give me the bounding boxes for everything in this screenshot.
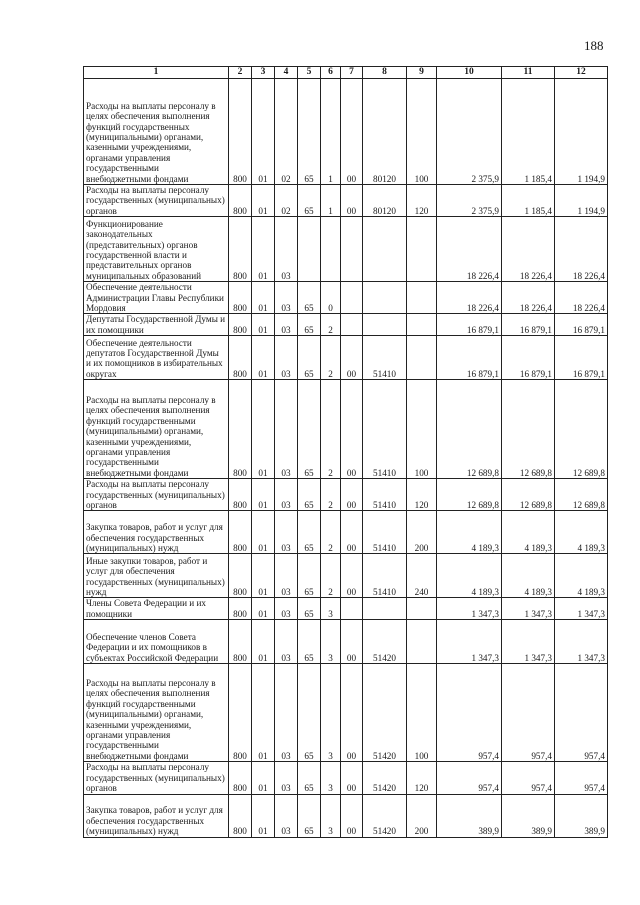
code-cell: 65 [298,479,321,511]
table-row [84,217,608,282]
code-cell [341,282,363,314]
code-cell: 240 [407,554,437,598]
code-cell: 120 [407,479,437,511]
code-cell: 00 [341,554,363,598]
amount-cell: 1 185,4 [502,79,555,185]
code-cell: 200 [407,794,437,837]
budget-table [83,66,608,838]
code-cell: 2 [321,479,341,511]
amount-cell: 1 194,9 [555,185,608,217]
code-cell: 800 [229,664,252,762]
code-cell: 3 [321,598,341,620]
code-cell: 03 [275,664,298,762]
amount-cell: 1 185,4 [502,185,555,217]
code-cell: 01 [252,282,275,314]
code-cell [363,598,407,620]
code-cell: 03 [275,794,298,837]
amount-cell: 4 189,3 [555,554,608,598]
amount-cell: 1 347,3 [555,598,608,620]
code-cell: 03 [275,479,298,511]
code-cell: 800 [229,380,252,479]
amount-cell: 957,4 [437,762,502,794]
code-cell: 100 [407,79,437,185]
code-cell: 120 [407,185,437,217]
code-cell: 01 [252,185,275,217]
amount-cell: 4 189,3 [555,511,608,554]
code-cell: 65 [298,314,321,336]
amount-cell: 1 194,9 [555,79,608,185]
column-number-header: 6 [321,67,341,79]
code-cell [407,314,437,336]
code-cell: 01 [252,314,275,336]
code-cell: 800 [229,479,252,511]
amount-cell: 4 189,3 [502,554,555,598]
code-cell: 51420 [363,664,407,762]
code-cell: 51410 [363,336,407,380]
amount-cell: 2 375,9 [437,185,502,217]
column-number-header: 4 [275,67,298,79]
amount-cell: 4 189,3 [437,511,502,554]
code-cell: 65 [298,794,321,837]
expense-name-cell: Иные закупки товаров, работ и услуг для обеспечения государственных (муниципальных) нужд [84,554,229,598]
code-cell: 800 [229,598,252,620]
table-row [84,314,608,336]
amount-cell: 12 689,8 [555,479,608,511]
code-cell: 00 [341,762,363,794]
code-cell: 03 [275,336,298,380]
amount-cell: 1 347,3 [437,598,502,620]
amount-cell: 2 375,9 [437,79,502,185]
code-cell: 65 [298,336,321,380]
table-row [84,511,608,554]
code-cell: 00 [341,511,363,554]
code-cell: 03 [275,380,298,479]
amount-cell: 389,9 [555,794,608,837]
column-number-header: 11 [502,67,555,79]
code-cell: 02 [275,185,298,217]
amount-cell: 12 689,8 [437,479,502,511]
code-cell [321,217,341,282]
code-cell: 800 [229,336,252,380]
code-cell: 00 [341,380,363,479]
amount-cell: 12 689,8 [502,380,555,479]
amount-cell: 18 226,4 [555,282,608,314]
code-cell: 01 [252,380,275,479]
amount-cell: 957,4 [555,664,608,762]
code-cell: 03 [275,282,298,314]
table-row [84,794,608,837]
table-row [84,762,608,794]
expense-name-cell: Члены Совета Федерации и их помощники [84,598,229,620]
amount-cell: 16 879,1 [555,336,608,380]
code-cell: 01 [252,479,275,511]
amount-cell: 389,9 [502,794,555,837]
code-cell: 01 [252,664,275,762]
code-cell: 03 [275,217,298,282]
code-cell: 80120 [363,185,407,217]
table-row [84,380,608,479]
amount-cell: 1 347,3 [437,620,502,664]
amount-cell: 957,4 [502,664,555,762]
code-cell: 03 [275,314,298,336]
expense-name-cell: Функционирование законодательных (представительных) органов государственной власти и представительных органов муниципальных образований [84,217,229,282]
amount-cell: 957,4 [437,664,502,762]
code-cell: 51410 [363,479,407,511]
code-cell: 800 [229,794,252,837]
expense-name-cell: Расходы на выплаты персоналу государственных (муниципальных) органов [84,185,229,217]
code-cell: 100 [407,664,437,762]
code-cell: 65 [298,554,321,598]
code-cell: 00 [341,79,363,185]
expense-name-cell: Закупка товаров, работ и услуг для обеспечения государственных (муниципальных) нужд [84,511,229,554]
code-cell: 51420 [363,794,407,837]
column-number-header: 5 [298,67,321,79]
code-cell [363,217,407,282]
code-cell: 2 [321,554,341,598]
code-cell: 00 [341,479,363,511]
code-cell: 800 [229,217,252,282]
code-cell [407,336,437,380]
column-number-header: 1 [84,67,229,79]
code-cell: 01 [252,794,275,837]
amount-cell: 16 879,1 [437,314,502,336]
column-number-header: 3 [252,67,275,79]
code-cell: 00 [341,664,363,762]
code-cell: 80120 [363,79,407,185]
amount-cell: 12 689,8 [437,380,502,479]
code-cell: 65 [298,282,321,314]
code-cell [298,217,321,282]
code-cell: 2 [321,336,341,380]
code-cell: 00 [341,620,363,664]
code-cell: 01 [252,554,275,598]
code-cell: 2 [321,314,341,336]
code-cell: 800 [229,511,252,554]
code-cell: 03 [275,554,298,598]
amount-cell: 12 689,8 [502,479,555,511]
amount-cell: 16 879,1 [502,336,555,380]
code-cell: 3 [321,762,341,794]
code-cell [407,598,437,620]
column-number-header: 10 [437,67,502,79]
code-cell [341,598,363,620]
code-cell: 01 [252,79,275,185]
amount-cell: 18 226,4 [502,217,555,282]
amount-cell: 16 879,1 [555,314,608,336]
code-cell: 3 [321,664,341,762]
code-cell: 00 [341,794,363,837]
amount-cell: 18 226,4 [555,217,608,282]
code-cell: 65 [298,511,321,554]
expense-name-cell: Депутаты Государственной Думы и их помощники [84,314,229,336]
code-cell: 01 [252,336,275,380]
code-cell [341,314,363,336]
code-cell [363,314,407,336]
code-cell [407,282,437,314]
table-row [84,336,608,380]
code-cell [341,217,363,282]
code-cell: 01 [252,598,275,620]
code-cell: 800 [229,314,252,336]
table-row [84,479,608,511]
code-cell: 51410 [363,554,407,598]
code-cell: 03 [275,762,298,794]
amount-cell: 389,9 [437,794,502,837]
code-cell: 800 [229,620,252,664]
code-cell: 65 [298,664,321,762]
code-cell: 2 [321,511,341,554]
code-cell: 51410 [363,380,407,479]
amount-cell: 12 689,8 [555,380,608,479]
code-cell: 00 [341,336,363,380]
code-cell: 51420 [363,620,407,664]
table-row [84,79,608,185]
expense-name-cell: Расходы на выплаты персоналу в целях обеспечения выполнения функций государственных (муниципальными) органами, казенными учреждениями, органами управления государственными внебюджетными фондами [84,79,229,185]
table-row [84,598,608,620]
code-cell: 03 [275,620,298,664]
expense-name-cell: Обеспечение деятельности депутатов Государственной Думы и их помощников в избирательных округах [84,336,229,380]
code-cell: 01 [252,511,275,554]
code-cell: 800 [229,79,252,185]
column-number-header: 8 [363,67,407,79]
code-cell: 100 [407,380,437,479]
code-cell: 01 [252,217,275,282]
code-cell: 51410 [363,511,407,554]
code-cell: 00 [341,185,363,217]
amount-cell: 18 226,4 [437,217,502,282]
column-number-header: 2 [229,67,252,79]
code-cell: 65 [298,185,321,217]
code-cell: 65 [298,598,321,620]
amount-cell: 1 347,3 [555,620,608,664]
amount-cell: 16 879,1 [502,314,555,336]
code-cell: 03 [275,598,298,620]
table-row [84,664,608,762]
code-cell: 120 [407,762,437,794]
amount-cell: 4 189,3 [437,554,502,598]
code-cell: 3 [321,794,341,837]
amount-cell: 16 879,1 [437,336,502,380]
code-cell: 800 [229,282,252,314]
amount-cell: 18 226,4 [502,282,555,314]
code-cell [407,217,437,282]
code-cell [407,620,437,664]
code-cell: 3 [321,620,341,664]
code-cell: 65 [298,620,321,664]
amount-cell: 18 226,4 [437,282,502,314]
expense-name-cell: Расходы на выплаты персоналу государственных (муниципальных) органов [84,479,229,511]
table-row [84,282,608,314]
amount-cell: 4 189,3 [502,511,555,554]
code-cell: 800 [229,554,252,598]
page-number: 188 [584,38,604,53]
column-number-row [84,67,608,79]
table-row [84,185,608,217]
code-cell: 65 [298,79,321,185]
code-cell: 01 [252,762,275,794]
code-cell: 02 [275,79,298,185]
code-cell: 2 [321,380,341,479]
code-cell: 03 [275,511,298,554]
code-cell: 200 [407,511,437,554]
code-cell: 0 [321,282,341,314]
code-cell: 51420 [363,762,407,794]
column-number-header: 9 [407,67,437,79]
amount-cell: 1 347,3 [502,620,555,664]
code-cell: 65 [298,380,321,479]
expense-name-cell: Расходы на выплаты персоналу в целях обеспечения выполнения функций государственными (муниципальными) органами, казенными учреждениями, органами управления государственными внебюджетными фондами [84,664,229,762]
column-number-header: 12 [555,67,608,79]
table-row [84,554,608,598]
expense-name-cell: Расходы на выплаты персоналу государственных (муниципальных) органов [84,762,229,794]
column-number-header: 7 [341,67,363,79]
code-cell [363,282,407,314]
expense-name-cell: Закупка товаров, работ и услуг для обеспечения государственных (муниципальных) нужд [84,794,229,837]
table-row [84,620,608,664]
expense-name-cell: Обеспечение деятельности Администрации Главы Республики Мордовия [84,282,229,314]
amount-cell: 957,4 [502,762,555,794]
amount-cell: 957,4 [555,762,608,794]
code-cell: 1 [321,185,341,217]
amount-cell: 1 347,3 [502,598,555,620]
code-cell: 800 [229,185,252,217]
expense-name-cell: Расходы на выплаты персоналу в целях обеспечения выполнения функций государственными (муниципальными) органами, казенными учреждениями, органами управления государственными внебюджетными фондами [84,380,229,479]
code-cell: 800 [229,762,252,794]
code-cell: 65 [298,762,321,794]
code-cell: 01 [252,620,275,664]
code-cell: 1 [321,79,341,185]
expense-name-cell: Обеспечение членов Совета Федерации и их помощников в субъектах Российской Федерации [84,620,229,664]
